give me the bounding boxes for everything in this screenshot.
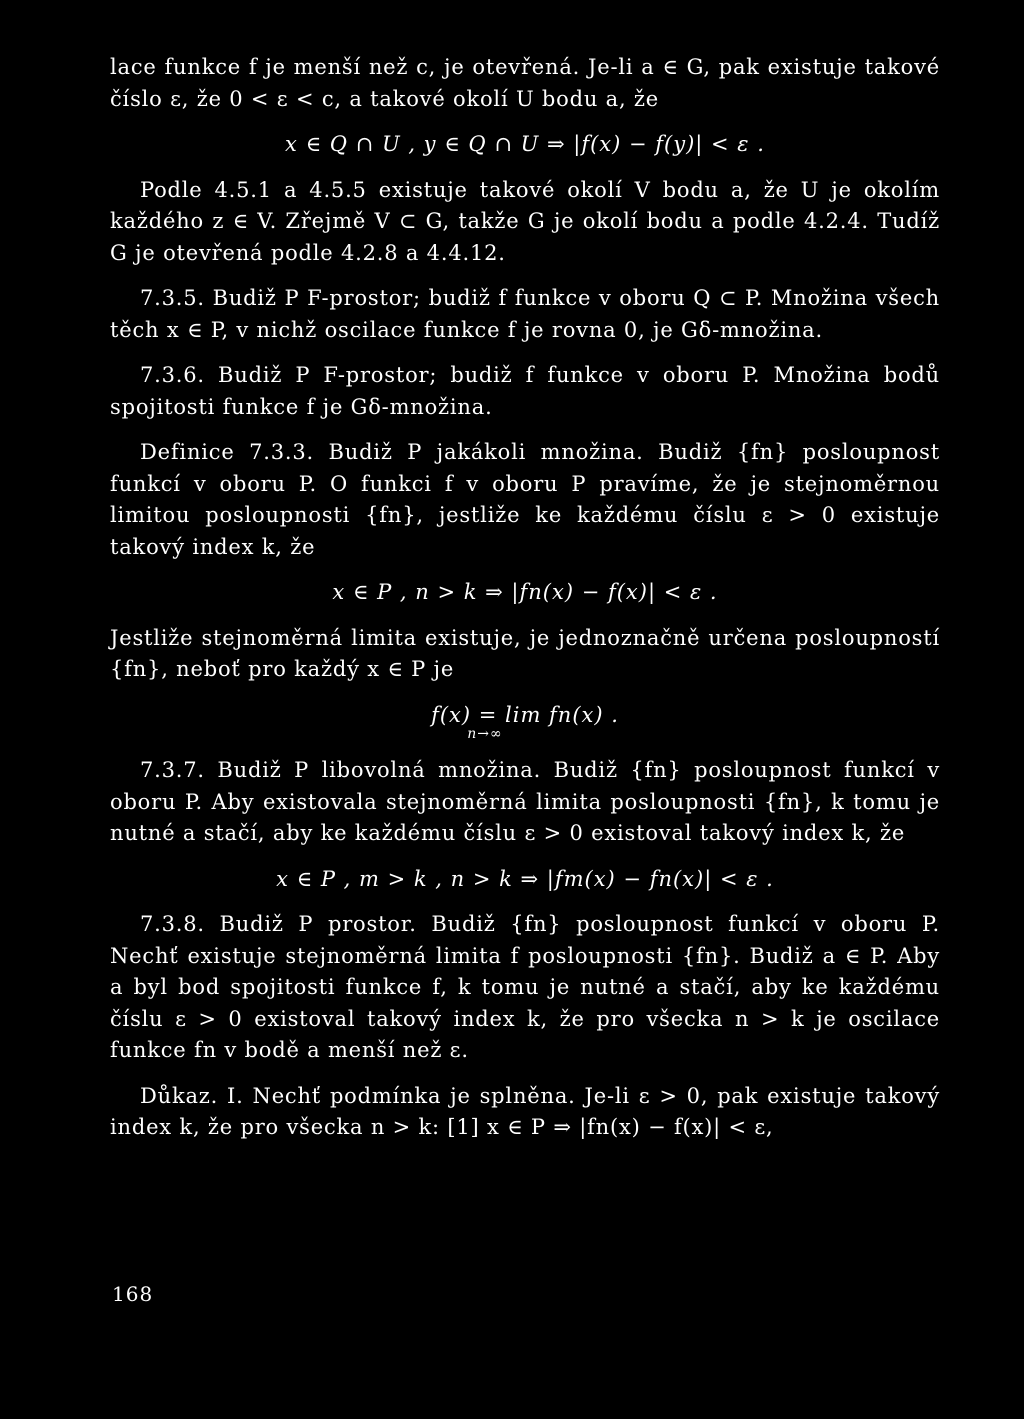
paragraph-uniqueness: Jestliže stejnoměrná limita existuje, je jednoznačně určena posloupností {fn}, neboť pro každý x ∈ P je [110,625,940,681]
formula-uniform-limit: x ∈ P , n > k ⇒ |fn(x) − f(x)| < ε . [332,580,718,604]
paragraph-proof-continuation: Podle 4.5.1 a 4.5.5 existuje takové okolí V bodu a, že U je okolím každého z ∈ V. Zřejmě V ⊂ G, takže G je okolí bodu a podle 4.2.4. Tudíž G je otevřená podle 4.2.8 a 4.4.12. [110,177,940,265]
theorem-7-3-7: 7.3.7. Budiž P libovolná množina. Budiž {fn} posloupnost funkcí v oboru P. Aby existovala stejnoměrná limita posloupnosti {fn}, k tomu je nutné a stačí, aby ke každému číslu ε > 0 existoval takový index k, že [110,758,940,845]
formula-limit-main: f(x) = lim fn(x) . [431,702,619,727]
paragraph-intro: lace funkce f je menší než c, je otevřená. Je-li a ∈ G, pak existuje takové číslo ε, že 0 < ε < c, a takové okolí U bodu a, že [110,55,940,111]
formula-oscillation: x ∈ Q ∩ U , y ∈ Q ∩ U ⇒ |f(x) − f(y)| < ε . [285,132,765,156]
definition-7-3-3: Definice 7.3.3. Budiž P jakákoli množina. Budiž {fn} posloupnost funkcí v oboru P. O funkci f v oboru P pravíme, že je stejnoměrnou limitou posloupnosti {fn}, jestliže ke každému číslu ε > 0 existuje takový index k, že [110,440,940,559]
theorem-7-3-5: 7.3.5. Budiž P F-prostor; budiž f funkce v oboru Q ⊂ P. Množina všech těch x ∈ P, v nichž oscilace funkce f je rovna 0, je Gδ-množina. [110,286,940,342]
proof-start: Důkaz. I. Nechť podmínka je splněna. Je-li ε > 0, pak existuje takový index k, že pro všecka n > k: [1] x ∈ P ⇒ |fn(x) − f(x)| < ε, [110,1083,940,1139]
formula-limit-subscript: n→∞ [467,726,503,742]
theorem-7-3-6: 7.3.6. Budiž P F-prostor; budiž f funkce v oboru P. Množina bodů spojitosti funkce f je Gδ-množina. [110,363,940,419]
formula-cauchy: x ∈ P , m > k , n > k ⇒ |fm(x) − fn(x)| < ε . [276,866,774,891]
page-number: 168 [112,1282,154,1306]
page-body [110,52,940,1372]
theorem-7-3-8: 7.3.8. Budiž P prostor. Budiž {fn} posloupnost funkcí v oboru P. Nechť existuje stejnoměrná limita f posloupnosti {fn}. Budiž a ∈ P. Aby a byl bod spojitosti funkce f, k tomu je nutné a stačí, aby ke každému číslu ε > 0 existoval takový index k, že pro všecka n > k je oscilace funkce fn v bodě a menší než ε. [110,912,940,1062]
formula-limit [110,700,940,742]
